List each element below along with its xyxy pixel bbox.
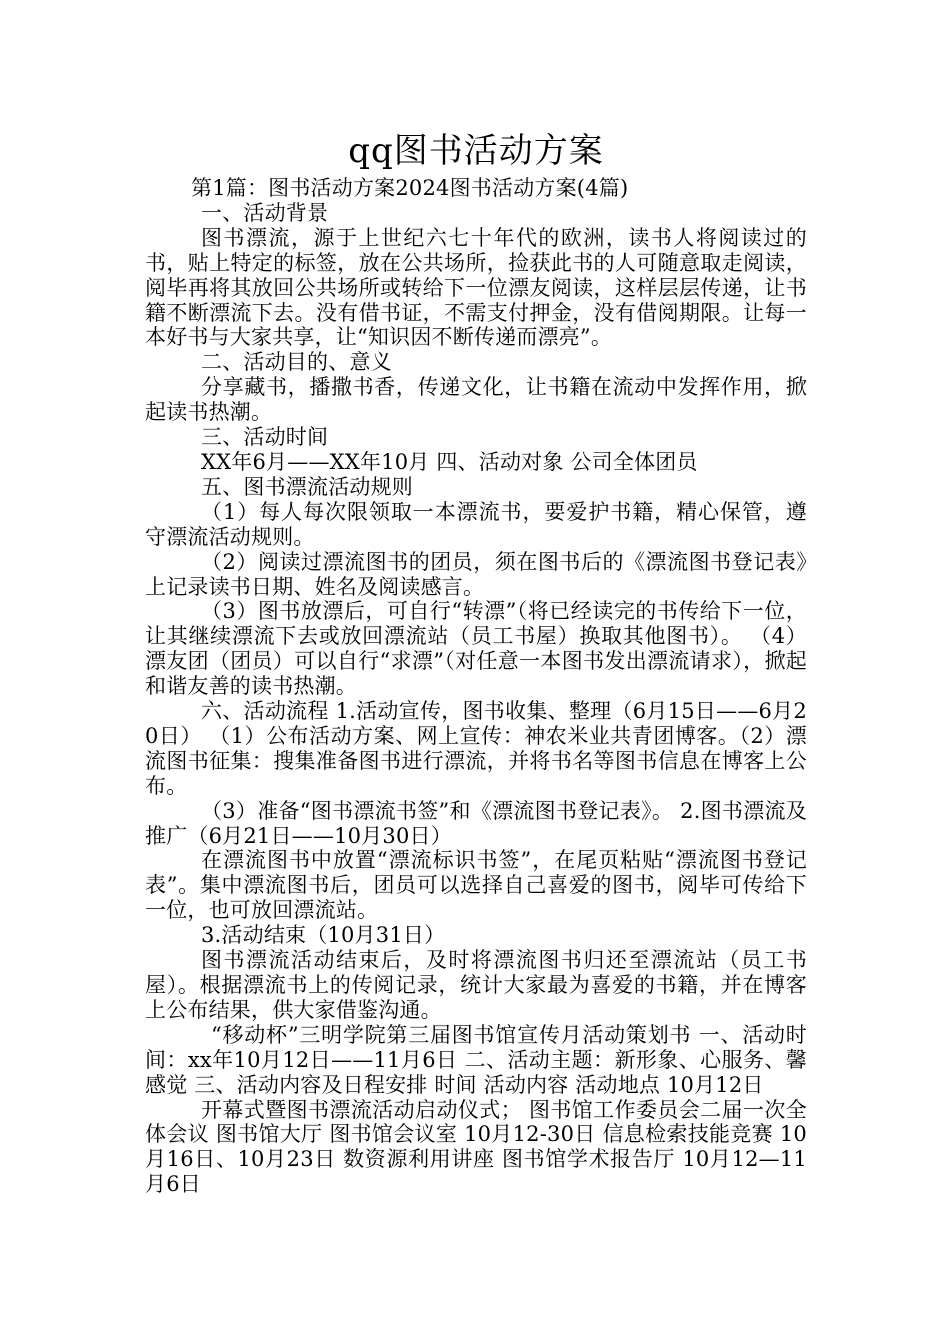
paragraph: 图书漂流活动结束后，及时将漂流图书归还至漂流站（员工书屋）。根据漂流书上的传阅记录，统计大家最为喜爱的书籍，并在博客上公布结果，供大家借鉴沟通。 [145,948,807,1022]
paragraph: 五、图书漂流活动规则 [201,474,413,499]
paragraph: 第1篇：图书活动方案2024图书活动方案(4篇) [191,176,629,200]
paragraph: 二、活动目的、意义 [201,350,392,375]
paragraph: 3.活动结束（10月31日） [201,923,446,948]
paragraph: 图书漂流，源于上世纪六七十年代的欧洲，读书人将阅读过的书，贴上特定的标签，放在公共场所，捡获此书的人可随意取走阅读，阅毕再将其放回公共场所或转给下一位漂友阅读，这样层层传递，让书籍不断漂流下去。没有借书证，不需支付押金，没有借阅期限。让每一本好书与大家共享，让“知识因不断传递而漂亮”。 [145,225,807,350]
paragraph: 一、活动背景 [201,200,329,225]
paragraph: 六、活动流程 1.活动宣传，图书收集、整理（6月15日——6月20日） （1）公布活动方案、网上宣传：神农米业共青团博客。（2）漂流图书征集：搜集准备图书进行漂流，并将书名等图书信息在博客上公布。 [145,699,807,798]
paragraph: 分享藏书，播撒书香，传递文化，让书籍在流动中发挥作用，掀起读书热潮。 [145,375,807,425]
document-body [145,176,807,1197]
paragraph: （1）每人每次限领取一本漂流书，要爱护书籍，精心保管，遵守漂流活动规则。 [145,499,807,549]
paragraph: 三、活动时间 [201,425,329,450]
paragraph: “移动杯”三明学院第三届图书馆宣传月活动策划书 一、活动时间：xx年10月12日——11月6日 二、活动主题：新形象、心服务、馨感觉 三、活动内容及日程安排 时间 活动内容 活动地点 10月12日 [145,1022,807,1097]
paragraph: 在漂流图书中放置“漂流标识书签”，在尾页粘贴“漂流图书登记表”。集中漂流图书后，团员可以选择自己喜爱的图书，阅毕可传给下一位，也可放回漂流站。 [145,848,807,923]
document-page [145,128,807,1197]
paragraph: （3）图书放漂后，可自行“转漂”（将已经读完的书传给下一位，让其继续漂流下去或放回漂流站（员工书屋）换取其他图书）。 （4）漂友团（团员）可以自行“求漂”（对任意一本图书发出漂流请求），掀起和谐友善的读书热潮。 [145,599,807,699]
document-title: qq图书活动方案 [348,131,604,171]
paragraph: （2）阅读过漂流图书的团员，须在图书后的《漂流图书登记表》上记录读书日期、姓名及阅读感言。 [145,549,807,599]
paragraph: XX年6月——XX年10月 四、活动对象 公司全体团员 [201,449,698,474]
paragraph: （3）准备“图书漂流书签”和《漂流图书登记表》。 2.图书漂流及推广（6月21日——10月30日） [145,798,807,848]
paragraph: 开幕式暨图书漂流活动启动仪式； 图书馆工作委员会二届一次全体会议 图书馆大厅 图书馆会议室 10月12-30日 信息检索技能竞赛 10月16日、10月23日 数资源利用讲座 图书馆学术报告厅 10月12—11月6日 [145,1097,807,1197]
